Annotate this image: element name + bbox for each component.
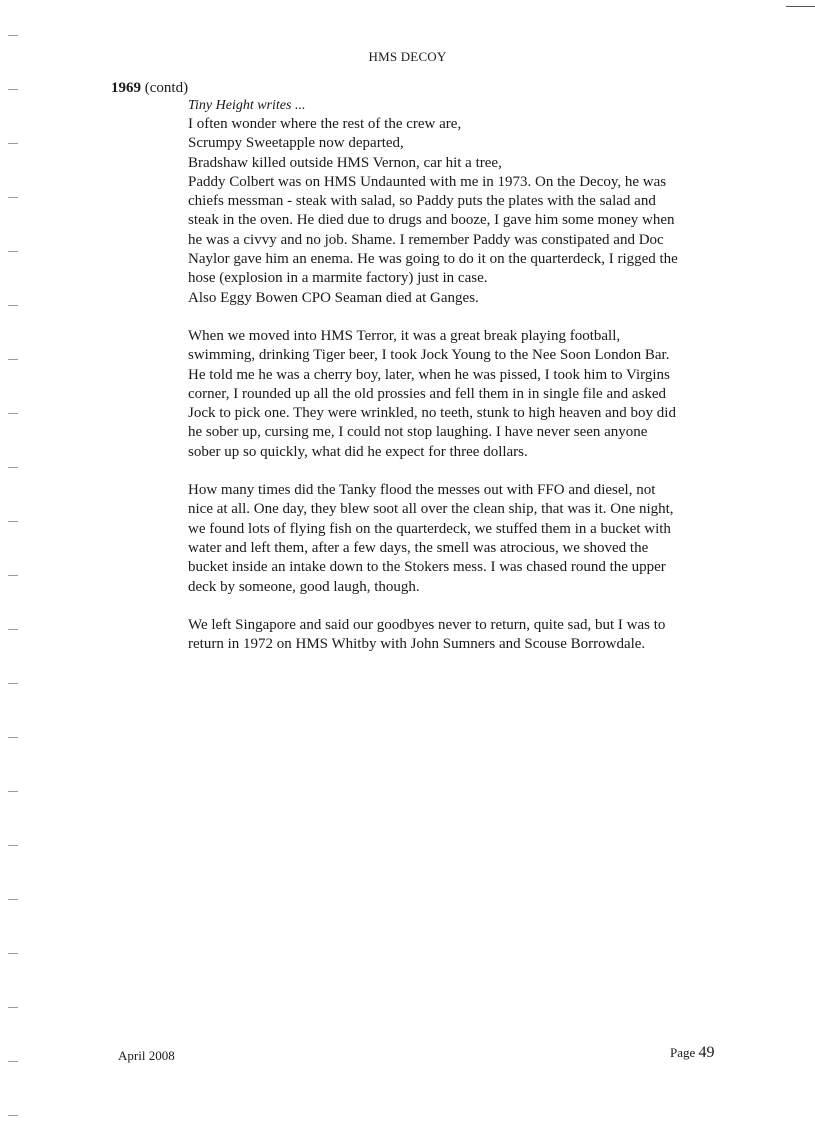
scan-margin-mark [8, 791, 18, 792]
scan-margin-mark [8, 413, 18, 414]
scan-margin-mark [8, 1061, 18, 1062]
text-line: he was a civvy and no job. Shame. I remember Paddy was constipated and Doc [188, 231, 664, 248]
text-line: swimming, drinking Tiger beer, I took Jock Young to the Nee Soon London Bar. [188, 347, 670, 364]
text-line: return in 1972 on HMS Whitby with John Sumners and Scouse Borrowdale. [188, 636, 646, 653]
text-line: sober up so quickly, what did he expect for three dollars. [188, 443, 528, 460]
scan-margin-mark [8, 899, 18, 900]
footer-page [670, 1044, 715, 1062]
text-line: hose (explosion in a marmite factory) just in case. [188, 270, 488, 287]
body-paragraphs [188, 327, 748, 654]
text-line: Also Eggy Bowen CPO Seaman died at Ganges. [188, 289, 479, 306]
footer-date: April 2008 [118, 1048, 175, 1063]
section-suffix: (contd) [141, 80, 189, 96]
text-line: he sober up, cursing me, I could not stop laughing. I have never seen anyone [188, 424, 648, 441]
scan-margin-mark [8, 521, 18, 522]
text-line: water and left them, after a few days, the smell was atrocious, we shoved the [188, 539, 649, 556]
text-line: We left Singapore and said our goodbyes never to return, quite sad, but I was to [188, 616, 666, 633]
scan-margin-mark [8, 575, 18, 576]
text-line: Bradshaw killed outside HMS Vernon, car hit a tree, [188, 154, 502, 171]
scan-margin-mark [8, 89, 18, 90]
scan-margin-mark [8, 845, 18, 846]
text-line: Jock to pick one. They were wrinkled, no teeth, stunk to high heaven and boy did [188, 405, 676, 422]
scan-margin-mark [8, 953, 18, 954]
scan-margin-mark [8, 35, 18, 36]
text-line: I often wonder where the rest of the crew are, [188, 116, 462, 132]
scan-corner-mark [786, 0, 815, 7]
scan-margin-mark [8, 737, 18, 738]
text-line: deck by someone, good laugh, though. [188, 578, 420, 595]
text-line: Paddy Colbert was on HMS Undaunted with me in 1973. On the Decoy, he was [188, 173, 667, 190]
scan-margin-mark [8, 305, 18, 306]
text-line: chiefs messman - steak with salad, so Paddy puts the plates with the salad and [188, 193, 656, 210]
footer-page-label: Page [670, 1045, 699, 1060]
opening-passage [188, 115, 748, 308]
text-line: bucket inside an intake down to the Stokers mess. I was chased round the upper [188, 559, 666, 576]
text-line: How many times did the Tanky flood the messes out with FFO and diesel, not [188, 482, 656, 499]
document-body [188, 97, 748, 654]
scan-margin-mark [8, 143, 18, 144]
text-line: we found lots of flying fish on the quarterdeck, we stuffed them in a bucket with [188, 520, 671, 537]
attribution: Tiny Height writes ... [188, 98, 306, 113]
section-heading [111, 80, 188, 97]
paragraph [188, 616, 748, 655]
scan-margin-mark [8, 467, 18, 468]
paragraph [188, 481, 748, 597]
text-line: corner, I rounded up all the old prossies and fell them in in single file and asked [188, 385, 667, 402]
text-line: Scrumpy Sweetapple now departed, [188, 135, 404, 152]
text-line: Naylor gave him an enema. He was going to do it on the quarterdeck, I rigged the [188, 251, 678, 268]
text-line: When we moved into HMS Terror, it was a great break playing football, [188, 327, 621, 344]
text-line: nice at all. One day, they blew soot all over the clean ship, that was it. One night, [188, 501, 674, 518]
scan-margin-mark [8, 359, 18, 360]
text-line: He told me he was a cherry boy, later, when he was pissed, I took him to Virgins [188, 366, 670, 383]
scan-margin-mark [8, 197, 18, 198]
text-line: steak in the oven. He died due to drugs and booze, I gave him some money when [188, 212, 675, 229]
scan-margin-mark [8, 1007, 18, 1008]
footer-page-number: 49 [698, 1044, 715, 1061]
scan-margin-mark [8, 251, 18, 252]
scan-margin-mark [8, 629, 18, 630]
section-year: 1969 [111, 80, 141, 96]
paragraph [188, 327, 748, 462]
scan-margin-mark [8, 683, 18, 684]
scan-margin-mark [8, 1115, 18, 1116]
page-header-title: HMS DECOY [368, 49, 447, 64]
